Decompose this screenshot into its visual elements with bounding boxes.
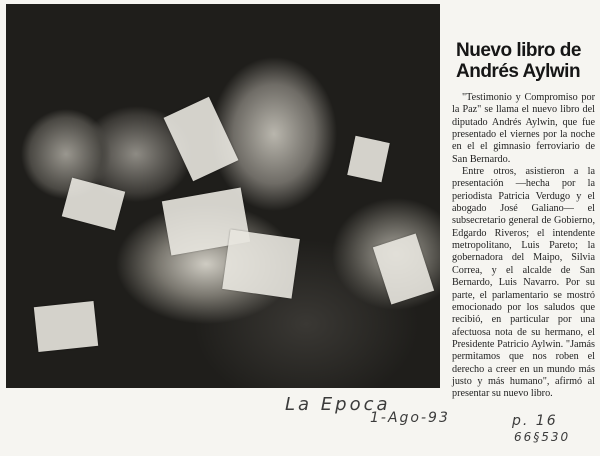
article-paragraph: Entre otros, asistieron a la presentación —hecha por la periodista Patricia Verdugo y el abogado José Galiano— el subsecretario general de Gobierno, Edgardo Riveros; el intendente metropolitano, Luis Pareto; la gobernadora del Maipo, Silvia Correa, y el alcalde de San Bernardo, Luis Navarro. Por su parte, el parlamentario se mostró emocionado por los saludos que recibió, en particular por una afectuosa nota de su hermano, el Presidente Patricio Aylwin. "Jamás permitamos que nos roben el derecho a creer en un mundo más justo y más humano", afirmó al presentar su nuevo libro. [452, 166, 595, 400]
headline [456, 40, 596, 82]
program-sheet [34, 301, 98, 352]
program-sheet [62, 178, 125, 231]
article-paragraph: "Testimonio y Compromiso por la Paz" se llama el nuevo libro del diputado Andrés Aylwin, que fue presentado el viernes por la noche en el el gimnasio ferroviario de San Bernardo. [452, 92, 595, 165]
article-body [452, 92, 595, 400]
news-photo [6, 4, 440, 388]
handwritten-source: La Epoca [285, 394, 391, 415]
program-sheet [222, 229, 300, 298]
headline-line-2: Andrés Aylwin [456, 61, 581, 82]
program-sheet [347, 136, 390, 182]
handwritten-date: 1-Ago-93 [370, 410, 450, 426]
handwritten-code: 66§530 [514, 430, 571, 444]
handwritten-page: p. 16 [512, 413, 558, 429]
program-sheet [373, 234, 434, 305]
headline-line-1: Nuevo libro de [456, 40, 581, 61]
program-sheet [164, 97, 239, 182]
